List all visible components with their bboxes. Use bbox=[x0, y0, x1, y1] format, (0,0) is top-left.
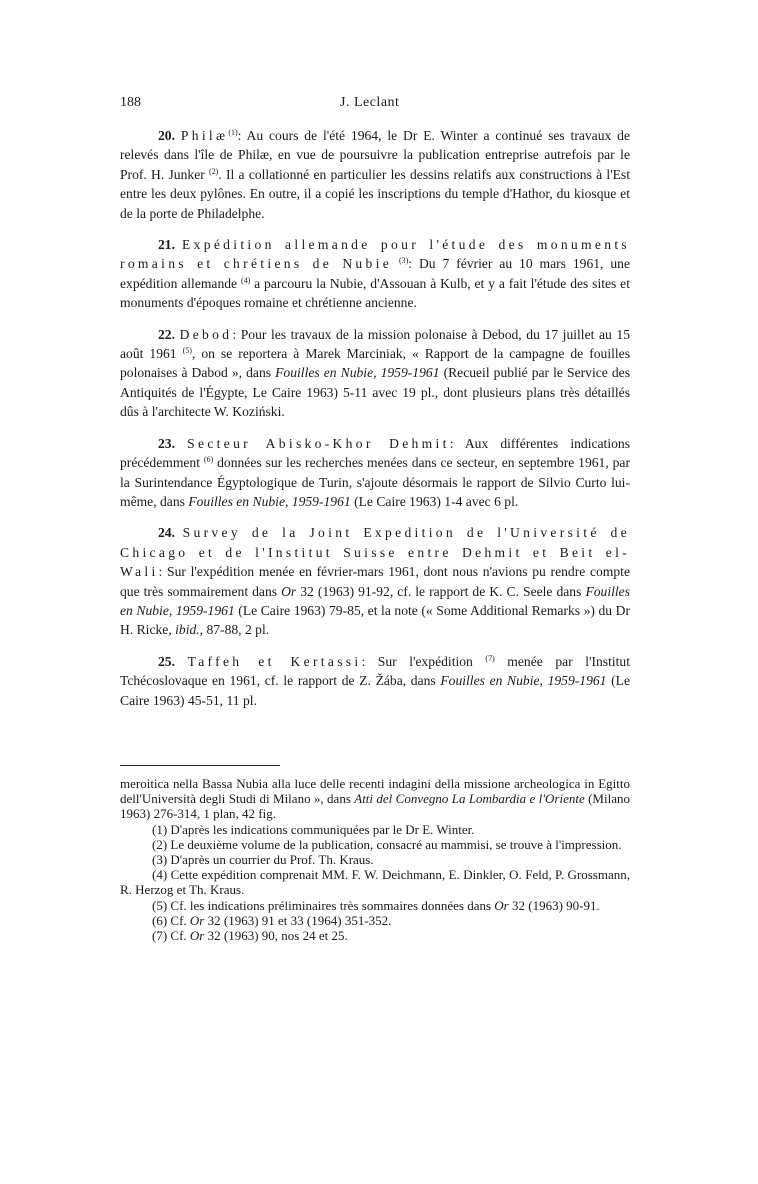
body-text bbox=[120, 126, 630, 722]
footnote-mark: (6) bbox=[152, 912, 168, 928]
section-title: Taffeh et Kertassi bbox=[187, 653, 362, 669]
footnote-divider bbox=[120, 765, 280, 766]
section-number: 20. bbox=[158, 128, 175, 143]
section-number: 21. bbox=[158, 237, 175, 253]
section-text: 32 (1963) 91-92, cf. le rapport de K. C. Seele dans bbox=[296, 583, 586, 599]
footnote-text: 32 (1963) 90-91. bbox=[508, 897, 600, 913]
italic-title: Atti del Convegno La Lombardia e l'Oriente bbox=[354, 791, 585, 807]
note-ref: (1) bbox=[228, 128, 238, 137]
italic-title: Or bbox=[281, 583, 297, 599]
note-ref: (4) bbox=[240, 275, 251, 285]
section-number: 23. bbox=[158, 435, 175, 451]
footnote-3 bbox=[120, 852, 630, 867]
section-text: : Du 7 février au 10 mars 1961, une expédition allemande bbox=[120, 256, 630, 291]
section-number: 22. bbox=[158, 326, 175, 342]
footnote-text: (Milano 1963) 276-314, 1 plan, 42 fig. bbox=[120, 791, 630, 822]
note-ref: (3) bbox=[398, 256, 409, 266]
footnote-mark: (7) bbox=[152, 928, 168, 944]
footnote-1 bbox=[120, 822, 630, 837]
section-text: (Le Caire 1963) 45-51, 11 pl. bbox=[120, 673, 631, 708]
footnote-mark: (2) bbox=[152, 836, 168, 852]
section-text: menée par l'Institut Tchécoslovaque en 1961, cf. le rapport de Z. Žába, dans bbox=[120, 653, 630, 689]
running-head: J. Leclant bbox=[340, 95, 400, 110]
section-title: Survey de la Joint Expedition de l'Université de Chicago et de l'Institut Suisse entre Dehmit et Beit el-Wali bbox=[120, 525, 630, 580]
italic-title: Fouilles en Nubie, 1959-1961 bbox=[188, 493, 351, 509]
footnote-text: meroitica nella Bassa Nubia alla luce delle recenti indagini della missione archeologica in Egitto dell'Università degli Studi di Milano », dans bbox=[120, 776, 630, 807]
italic-title: Fouilles en Nubie, 1959-1961 bbox=[275, 365, 440, 381]
footnote-text: 32 (1963) 90, nos 24 et 25. bbox=[204, 928, 348, 944]
section-text: , 87-88, 2 pl. bbox=[199, 622, 270, 638]
section-text: : Sur l'expédition menée en février-mars 1961, dont nous n'avions pu rendre compte que très sommairement dans bbox=[120, 564, 630, 599]
section-text: : Au cours de l'été 1964, le Dr E. Winter a continué ses travaux de relevés dans l'île de Philæ, en vue de poursuivre la publication entreprise autrefois par le Prof. H. Junker bbox=[120, 128, 630, 182]
footnote-text: 32 (1963) 91 et 33 (1964) 351-352. bbox=[204, 912, 392, 928]
note-ref: (5) bbox=[182, 346, 192, 356]
footnote-text: Cf. bbox=[170, 912, 190, 928]
italic-title: Or bbox=[189, 928, 205, 944]
section-text: . Il a collationné en particulier les dessins relatifs aux constructions à l'Est entre les deux pylônes. En outre, il a copié les inscriptions du temple d'Hathor, du kiosque et de la porte de Philadelphe. bbox=[120, 166, 630, 221]
footnote-continued bbox=[120, 776, 630, 822]
section-text: (Recueil publié par le Service des Antiquités de l'Égypte, Le Caire 1963) 5-11 avec 19 pl., dont plusieurs plans très détaillés dûs à l'architecte W. Koziński. bbox=[120, 365, 630, 420]
footnote-mark: (5) bbox=[152, 897, 168, 913]
footnote-text: Cf. bbox=[170, 928, 190, 944]
footnote-text: Cette expédition comprenait MM. F. W. Deichmann, E. Dinkler, O. Feld, P. Grossmann, R. Herzog et Th. Kraus. bbox=[120, 867, 630, 898]
section-25 bbox=[120, 652, 630, 710]
footnotes bbox=[120, 776, 630, 943]
section-number: 24. bbox=[158, 525, 175, 541]
page-number: 188 bbox=[120, 95, 141, 110]
page-header bbox=[120, 95, 640, 115]
section-23 bbox=[120, 434, 630, 512]
footnote-mark: (1) bbox=[152, 821, 168, 837]
footnote-7 bbox=[120, 928, 630, 943]
italic-title: Or bbox=[494, 897, 509, 913]
section-22 bbox=[120, 325, 630, 422]
footnote-4 bbox=[120, 867, 630, 897]
italic-title: Or bbox=[189, 912, 205, 928]
section-text: a parcouru la Nubie, d'Assouan à Kulb, et y a fait l'étude des sites et monuments d'époques romaine et chrétienne ancienne. bbox=[120, 275, 630, 311]
note-ref: (6) bbox=[203, 455, 214, 465]
section-title: Expédition allemande pour l'étude des monuments romains et chrétiens de Nubie bbox=[120, 237, 630, 272]
footnote-2 bbox=[120, 837, 630, 852]
note-ref: (7) bbox=[485, 653, 495, 663]
footnote-text: D'après les indications communiquées par le Dr E. Winter. bbox=[170, 821, 475, 837]
footnote-text: Le deuxième volume de la publication, consacré au mammisi, se trouve à l'impression. bbox=[170, 836, 622, 852]
section-title: Philæ bbox=[180, 128, 229, 143]
section-title: Debod bbox=[179, 326, 233, 342]
footnote-mark: (3) bbox=[152, 852, 168, 868]
section-title: Secteur Abisko-Khor Dehmit bbox=[187, 435, 450, 451]
footnote-mark: (4) bbox=[152, 867, 168, 883]
footnote-text: Cf. les indications préliminaires très sommaires données dans bbox=[170, 897, 495, 913]
section-number: 25. bbox=[158, 653, 175, 669]
italic-title: Fouilles en Nubie, 1959-1961 bbox=[120, 583, 630, 618]
section-text: (Le Caire 1963) 1-4 avec 6 pl. bbox=[350, 493, 519, 509]
section-20 bbox=[120, 126, 630, 223]
section-text: : Pour les travaux de la mission polonaise à Debod, du 17 juillet au 15 août 1961 bbox=[120, 326, 630, 362]
footnote-6 bbox=[120, 913, 630, 928]
section-21 bbox=[120, 235, 630, 313]
note-ref: (2) bbox=[209, 166, 219, 176]
section-text: (Le Caire 1963) 79-85, et la note (« Some Additional Remarks ») du Dr H. Ricke, bbox=[120, 602, 631, 638]
section-text: données sur les recherches menées dans ce secteur, en septembre 1961, par la Surintendance Égyptologique de Turin, s'ajoute désormais le rapport de Silvio Curto lui-même, dans bbox=[120, 455, 630, 509]
italic-title: Fouilles en Nubie, 1959-1961 bbox=[440, 673, 607, 689]
footnote-text: D'après un courrier du Prof. Th. Kraus. bbox=[170, 852, 374, 868]
section-text: , on se reportera à Marek Marciniak, « Rapport de la campagne de fouilles polonaises à Dabod », dans bbox=[120, 346, 630, 381]
footnote-5 bbox=[120, 898, 630, 913]
section-24 bbox=[120, 523, 630, 639]
section-text: : Sur l'expédition bbox=[361, 653, 486, 669]
section-text: : Aux différentes indications précédemment bbox=[120, 435, 630, 471]
italic-title: ibid. bbox=[175, 622, 200, 638]
